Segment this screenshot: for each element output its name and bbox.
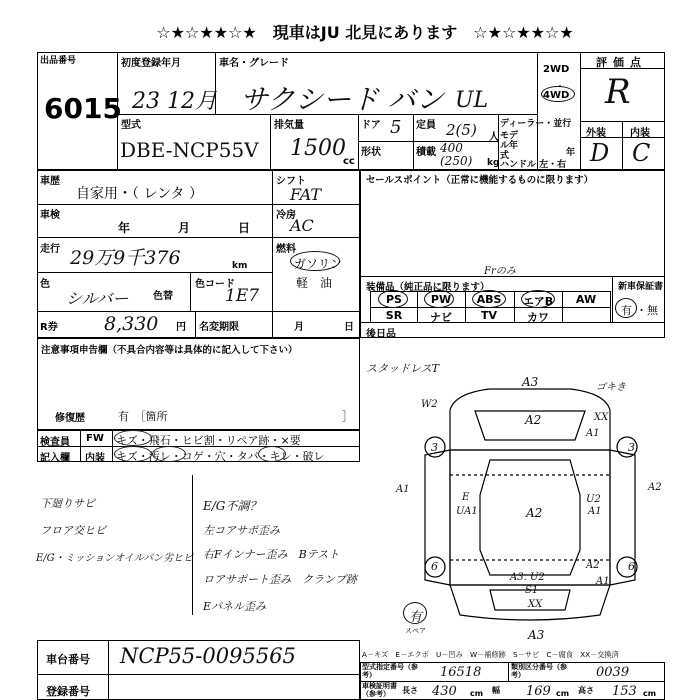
note-left-1: 下廻りサビ bbox=[40, 497, 95, 510]
diagram-title: スタッドレスT bbox=[366, 362, 440, 375]
fuel-options: ガソリン bbox=[294, 257, 343, 271]
exterior-value: D bbox=[590, 139, 610, 167]
height-unit: cm bbox=[643, 689, 657, 698]
equip-tv: TV bbox=[480, 309, 498, 322]
height-label: 高さ bbox=[578, 686, 594, 695]
note-right-5: Eパネル歪み bbox=[203, 600, 267, 613]
first-reg-label: 初度登録年月 bbox=[121, 58, 181, 69]
reg-label: 登録番号 bbox=[46, 685, 90, 698]
type-label: 型式 bbox=[121, 120, 141, 131]
note-right-3: 右Fインナー歪み Bテスト bbox=[203, 548, 340, 561]
length-value: 430 bbox=[432, 684, 457, 699]
name-change-day: 日 bbox=[344, 322, 354, 333]
cc-value: 1500 bbox=[290, 136, 346, 161]
mark-17: 6 bbox=[431, 560, 438, 573]
drive-2wd: 2WD bbox=[543, 64, 570, 75]
legend: A－キズ E－エクボ U－凹み W－補修跡 S－サビ C－腐食 XX－交換済 bbox=[362, 650, 619, 659]
warranty-yes: 有 bbox=[621, 304, 632, 317]
mark-2: ゴキき bbox=[596, 382, 626, 393]
mark-20: S1 bbox=[525, 585, 539, 596]
equipment-label: 装備品（純正品に限ります） bbox=[366, 282, 490, 293]
mark-18: 6 bbox=[628, 560, 635, 573]
color-code-label: 色コード bbox=[195, 279, 235, 290]
color-label: 色 bbox=[40, 279, 50, 290]
width-value: 169 bbox=[526, 684, 551, 699]
model-year-label: モデル年式 bbox=[500, 131, 519, 161]
note-right-2: 左コアサポ歪み bbox=[203, 524, 280, 537]
score-value: R bbox=[605, 72, 631, 112]
interior-label: 内装 bbox=[630, 128, 650, 139]
interior-value: C bbox=[632, 139, 651, 167]
height-value: 153 bbox=[612, 684, 637, 699]
inspection-year: 年 bbox=[118, 221, 131, 235]
inspector-label: 検査員 bbox=[40, 437, 70, 448]
equipment-note: Frのみ bbox=[484, 266, 516, 277]
exterior-label: 外装 bbox=[586, 128, 606, 139]
notes-label: 注意事項申告欄（不具合内容等は具体的に記入して下さい） bbox=[41, 345, 298, 356]
note-right-1: E/G不調？ bbox=[203, 499, 262, 513]
mark-10: A2 bbox=[648, 482, 662, 493]
mark-14: U2 bbox=[586, 494, 601, 505]
note-right-4: ロアサポート歪み クランプ跡 bbox=[203, 573, 357, 586]
load-label: 積載 bbox=[416, 147, 436, 158]
sales-label: セールスポイント（正常に機能するものに限ります） bbox=[366, 175, 594, 186]
fuel-options2: 軽 油 bbox=[296, 276, 333, 290]
fuel-label: 燃料 bbox=[276, 244, 296, 255]
color-value: シルバー bbox=[66, 289, 129, 308]
color-code-value: 1E7 bbox=[225, 286, 260, 306]
equip-kawa: カワ bbox=[527, 311, 549, 324]
length-unit: cm bbox=[470, 689, 484, 698]
mileage-unit: km bbox=[232, 261, 248, 271]
mark-19: A3. U2 bbox=[510, 572, 545, 583]
load-unit: kg bbox=[487, 158, 500, 168]
history-value: 自家用・（ レンタ ） bbox=[76, 186, 203, 202]
load-value: 400 (250) bbox=[440, 141, 473, 168]
ac-value: AC bbox=[290, 216, 314, 235]
mark-9: A1 bbox=[396, 484, 410, 495]
equip-sr: SR bbox=[385, 309, 403, 322]
shift-label: シフト bbox=[276, 176, 306, 187]
recycle-unit: 円 bbox=[176, 322, 186, 333]
model-name-label: 車名・グレード bbox=[219, 58, 289, 69]
mark-8: 3 bbox=[628, 441, 635, 454]
type-value: DBE-NCP55V bbox=[120, 138, 259, 162]
equip-airbag: エアB bbox=[522, 295, 554, 308]
equip-abs: ABS bbox=[476, 293, 502, 306]
banner: ☆★☆★★☆★ 現車はJU 北見にあります ☆★☆★★☆★ bbox=[156, 23, 574, 42]
fw-label: FW bbox=[86, 433, 104, 444]
warranty-no: ・無 bbox=[636, 304, 658, 317]
cc-label: 排気量 bbox=[274, 120, 304, 131]
width-label: 幅 bbox=[492, 686, 500, 695]
history-label: 車歴 bbox=[40, 176, 60, 187]
capacity-label: 定員 bbox=[416, 120, 436, 131]
recycle-label: R券 bbox=[40, 322, 58, 333]
mark-6: A1 bbox=[586, 428, 600, 439]
mark-11: E bbox=[462, 492, 470, 503]
spare-label: 有 bbox=[409, 610, 423, 625]
chassis-value: NCP55-0095565 bbox=[120, 644, 296, 668]
equip-navi: ナビ bbox=[430, 311, 452, 324]
note-left-2: フロア交ヒビ bbox=[40, 524, 106, 537]
post-label: 後日品 bbox=[366, 329, 396, 340]
color-change-label: 色替 bbox=[153, 291, 173, 302]
spare-sub: スペア bbox=[405, 627, 426, 635]
doors-label: ドア bbox=[361, 120, 381, 131]
mark-12: UA1 bbox=[456, 506, 478, 517]
cc-unit: cc bbox=[343, 156, 355, 167]
capacity-value: 2(5) bbox=[446, 121, 477, 139]
class-value: 0039 bbox=[596, 665, 630, 680]
grade-value: UL bbox=[455, 88, 489, 113]
mark-5: XX bbox=[594, 412, 609, 423]
model-name-value: サクシード バン bbox=[240, 83, 444, 116]
chassis-label: 車台番号 bbox=[46, 653, 90, 666]
class-label: 類別区分番号（参考） bbox=[511, 663, 567, 679]
equip-pw: PW bbox=[430, 293, 452, 306]
repair-value: 有 ［箇所 bbox=[118, 410, 168, 423]
fw-items: キズ・飛石・ヒビ割・リペア跡・×要 bbox=[116, 434, 301, 447]
mark-13: A2 bbox=[526, 506, 543, 520]
inner-items: キズ・汚レ・コゲ・穴・タバ・キレ・破レ bbox=[116, 450, 325, 463]
equip-aw: AW bbox=[575, 293, 597, 306]
inspection-month: 月 bbox=[178, 221, 191, 235]
score-label: 評価点 bbox=[596, 56, 647, 69]
mark-3: W2 bbox=[421, 399, 438, 410]
mark-1: A3 bbox=[522, 375, 539, 389]
name-change-month: 月 bbox=[294, 322, 304, 333]
warranty-label: 新車保証書 bbox=[618, 282, 664, 292]
year-unit: 年 bbox=[566, 148, 576, 158]
capacity-unit: 人 bbox=[489, 132, 499, 143]
inner-label: 内装 bbox=[85, 453, 105, 464]
mileage-value: 29万9千376 bbox=[70, 247, 181, 269]
type-cert-value: 16518 bbox=[440, 665, 482, 680]
drive-4wd: 4WD bbox=[543, 90, 570, 101]
width-unit: cm bbox=[556, 689, 570, 698]
shape-label: 形状 bbox=[361, 147, 381, 158]
name-change-label: 名変期限 bbox=[199, 322, 239, 333]
doors-value: 5 bbox=[390, 117, 402, 138]
cert-label: 車検証明書（参考） bbox=[362, 682, 397, 698]
shift-value: FAT bbox=[290, 185, 322, 204]
repair-close: ］ bbox=[342, 410, 353, 423]
mark-7: 3 bbox=[431, 441, 438, 454]
first-reg-value: 23 12月 bbox=[132, 89, 217, 114]
equip-ps: PS bbox=[386, 293, 402, 306]
inspection-label: 車検 bbox=[40, 210, 60, 221]
repair-label: 修復歴 bbox=[55, 413, 85, 424]
ac-label: 冷房 bbox=[276, 210, 296, 221]
mark-21: XX bbox=[528, 599, 543, 610]
type-cert-label: 型式指定番号（参考） bbox=[362, 663, 418, 679]
mark-16: A2 bbox=[586, 560, 600, 571]
mark-23: A3 bbox=[528, 628, 545, 642]
mark-4: A2 bbox=[525, 413, 542, 427]
handle-label: ハンドル 左・右 bbox=[500, 160, 567, 170]
recycle-value: 8,330 bbox=[104, 313, 159, 335]
inspection-day: 日 bbox=[238, 221, 251, 235]
mileage-label: 走行 bbox=[40, 244, 60, 255]
lot-number: 6015 bbox=[44, 92, 122, 125]
length-label: 長さ bbox=[402, 686, 418, 695]
mark-22: A1 bbox=[596, 576, 610, 587]
note-left-3: E/G・ミッションオイルパン劣ヒビ bbox=[36, 553, 194, 564]
entry-label: 記入欄 bbox=[40, 453, 70, 464]
lot-label: 出品番号 bbox=[40, 56, 77, 66]
dealer-label: ディーラー・並行 bbox=[500, 119, 572, 129]
mark-15: A1 bbox=[588, 506, 602, 517]
